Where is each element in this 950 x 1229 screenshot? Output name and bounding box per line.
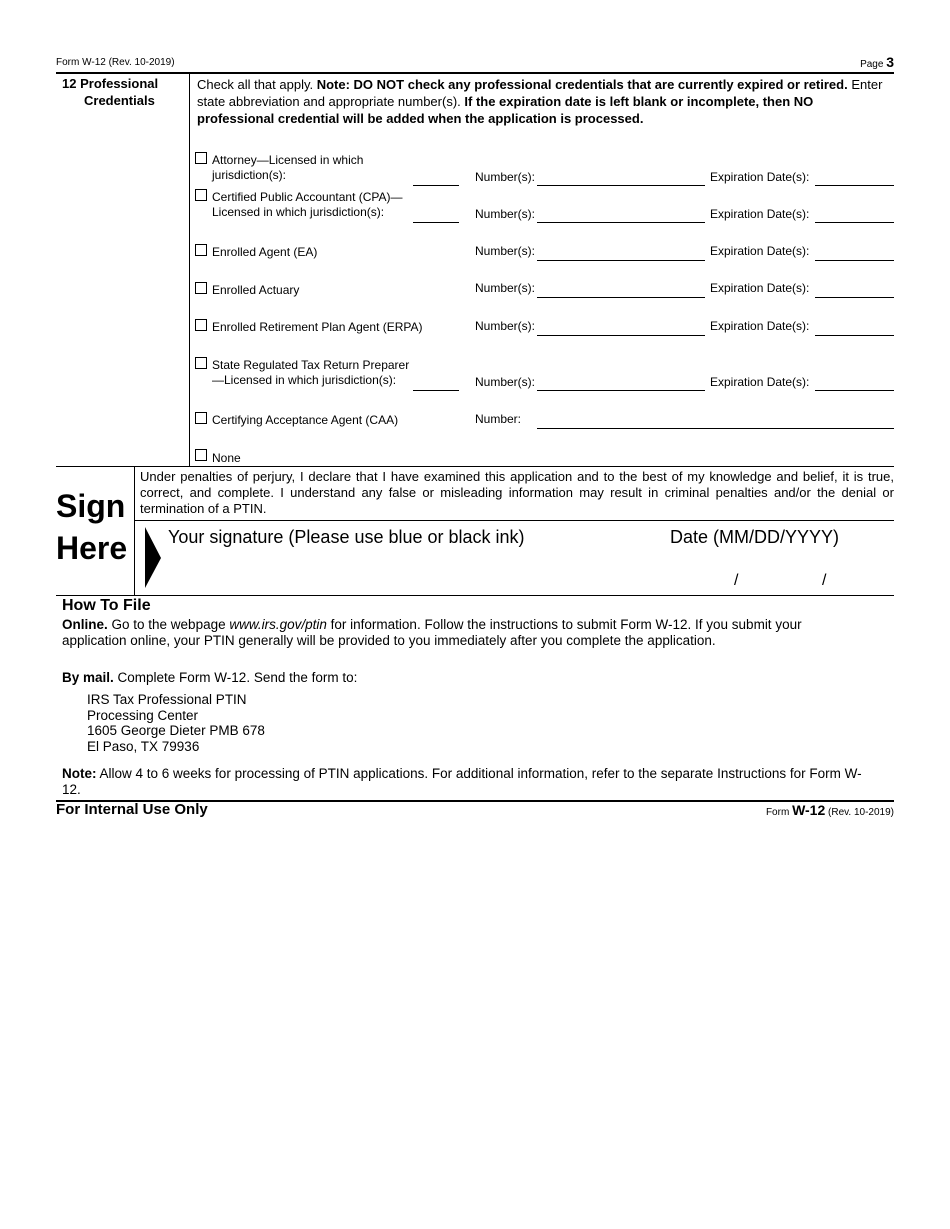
- sign-arrow-icon: [145, 527, 162, 589]
- sign-word: Sign: [56, 488, 126, 524]
- erpa-expiration-label: Expiration Date(s):: [710, 319, 810, 333]
- form-id: Form W-12 (Rev. 10-2019): [56, 57, 175, 68]
- attorney-number-label: Number(s):: [475, 170, 536, 184]
- none-checkbox[interactable]: [195, 449, 207, 461]
- ea-checkbox[interactable]: [195, 244, 207, 256]
- date-separator-2: /: [822, 572, 827, 589]
- actuary-number-label: Number(s):: [475, 281, 536, 295]
- actuary-number-field[interactable]: [537, 297, 705, 298]
- page-indicator: Page 3: [860, 54, 894, 70]
- section-12-instructions: Check all that apply. Note: DO NOT check any professional credentials that are currently expired or retired. Enter state abbreviation and appropriate number(s). If the expiration date is left blank or incomplete, then NO professional credential will be added when the application is processed.: [197, 77, 883, 126]
- ea-number-label: Number(s):: [475, 244, 536, 258]
- internal-use-label: For Internal Use Only: [56, 801, 208, 818]
- state-preparer-number-label: Number(s):: [475, 375, 536, 389]
- state-preparer-jurisdiction-field[interactable]: [413, 390, 459, 391]
- sign-bottom-rule: [56, 595, 894, 596]
- cpa-expiration-field[interactable]: [815, 222, 894, 223]
- attorney-jurisdiction-field[interactable]: [413, 185, 459, 186]
- cpa-label: Certified Public Accountant (CPA)— Licensed in which jurisdiction(s):: [212, 190, 403, 219]
- erpa-label: Enrolled Retirement Plan Agent (ERPA): [212, 320, 423, 334]
- actuary-expiration-field[interactable]: [815, 297, 894, 298]
- state-preparer-number-field[interactable]: [537, 390, 705, 391]
- ea-expiration-label: Expiration Date(s):: [710, 244, 810, 258]
- attorney-checkbox[interactable]: [195, 152, 207, 164]
- sign-top-rule: [56, 466, 894, 467]
- ea-number-field[interactable]: [537, 260, 705, 261]
- header-rule: [56, 72, 894, 74]
- erpa-number-field[interactable]: [537, 335, 705, 336]
- erpa-expiration-field[interactable]: [815, 335, 894, 336]
- actuary-checkbox[interactable]: [195, 282, 207, 294]
- how-to-file-heading: How To File: [62, 597, 151, 614]
- cpa-jurisdiction-field[interactable]: [413, 222, 459, 223]
- note-paragraph: Note: Allow 4 to 6 weeks for processing of PTIN applications. For additional information, refer to the separate Instructions for Form W-12.: [62, 766, 862, 797]
- here-word: Here: [56, 530, 128, 566]
- cpa-number-field[interactable]: [537, 222, 705, 223]
- mailing-address: IRS Tax Professional PTIN Processing Center 1605 George Dieter PMB 678 El Paso, TX 79936: [87, 692, 265, 755]
- irs-ptin-link[interactable]: www.irs.gov/ptin: [229, 617, 327, 632]
- attorney-label: Attorney—Licensed in which jurisdiction(s):: [212, 153, 364, 182]
- section-12-divider: [189, 73, 190, 466]
- caa-number-label: Number:: [475, 412, 522, 426]
- erpa-number-label: Number(s):: [475, 319, 536, 333]
- sign-divider: [134, 466, 135, 595]
- state-preparer-expiration-label: Expiration Date(s):: [710, 375, 810, 389]
- mail-paragraph: By mail. Complete Form W-12. Send the form to:: [62, 670, 358, 685]
- cpa-number-label: Number(s):: [475, 207, 536, 221]
- attorney-expiration-field[interactable]: [815, 185, 894, 186]
- signature-field[interactable]: [168, 556, 648, 592]
- online-paragraph: Online. Go to the webpage www.irs.gov/ptin for information. Follow the instructions to submit Form W-12. If you submit your application online, your PTIN generally will be provided to you immediately after you complete the application.: [62, 617, 802, 648]
- cpa-expiration-label: Expiration Date(s):: [710, 207, 810, 221]
- date-separator-1: /: [734, 572, 739, 589]
- perjury-declaration: Under penalties of perjury, I declare that I have examined this application and to the best of my knowledge and belief, it is true, correct, and complete. I understand any false or misleading information may result in criminal penalties and/or the denial or termination of a PTIN.: [140, 469, 894, 516]
- signature-top-rule: [134, 520, 894, 521]
- actuary-label: Enrolled Actuary: [212, 283, 300, 297]
- cpa-checkbox[interactable]: [195, 189, 207, 201]
- signature-label: Your signature (Please use blue or black ink): [168, 527, 525, 547]
- state-preparer-label: State Regulated Tax Return Preparer —Licensed in which jurisdiction(s):: [212, 358, 410, 387]
- none-label: None: [212, 451, 241, 465]
- caa-number-field[interactable]: [537, 428, 894, 429]
- state-preparer-checkbox[interactable]: [195, 357, 207, 369]
- ea-label: Enrolled Agent (EA): [212, 245, 318, 259]
- ea-expiration-field[interactable]: [815, 260, 894, 261]
- erpa-checkbox[interactable]: [195, 319, 207, 331]
- caa-label: Certifying Acceptance Agent (CAA): [212, 413, 399, 427]
- footer-form-id: Form W-12 (Rev. 10-2019): [765, 802, 894, 818]
- caa-checkbox[interactable]: [195, 412, 207, 424]
- attorney-number-field[interactable]: [537, 185, 705, 186]
- date-field[interactable]: [670, 556, 894, 592]
- actuary-expiration-label: Expiration Date(s):: [710, 281, 810, 295]
- section-12-title: 12 Professional Credentials: [62, 76, 159, 108]
- state-preparer-expiration-field[interactable]: [815, 390, 894, 391]
- attorney-expiration-label: Expiration Date(s):: [710, 170, 810, 184]
- date-label: Date (MM/DD/YYYY): [670, 527, 840, 547]
